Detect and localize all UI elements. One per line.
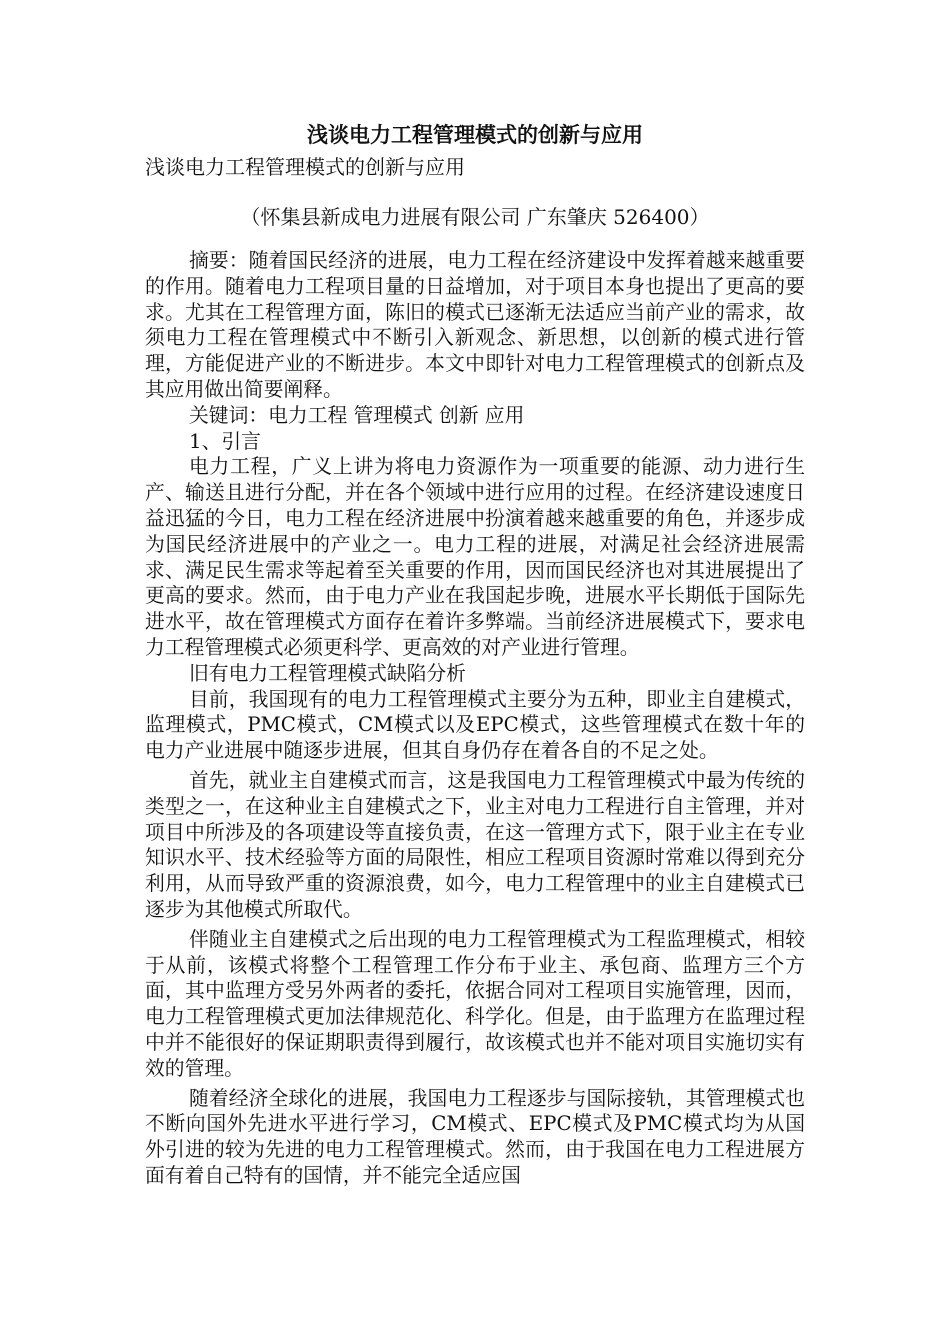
- keywords-line: 关键词：电力工程 管理模式 创新 应用: [189, 403, 525, 427]
- supervision-mode-paragraph: 伴随业主自建模式之后出现的电力工程管理模式为工程监理模式，相较于从前，该模式将整个工程管理工作分布于业主、承包商、监理方三个方面，其中监理方受另外两者的委托，依据合同对工程项目实施管理，因而，电力工程管理模式更加法律规范化、科学化。但是，由于监理方在监理过程中并不能很好的保证期职责得到履行，故该模式也并不能对项目实施切实有效的管理。: [145, 927, 805, 1080]
- document-page: [145, 118, 805, 1189]
- author-affiliation: （怀集县新成电力进展有限公司 广东肇庆 526400）: [240, 205, 710, 229]
- document-title: 浅谈电力工程管理模式的创新与应用: [307, 123, 643, 147]
- document-subtitle: 浅谈电力工程管理模式的创新与应用: [145, 155, 465, 179]
- current-modes-paragraph: 目前，我国现有的电力工程管理模式主要分为五种，即业主自建模式，监理模式，PMC模式，CM模式以及EPC模式，这些管理模式在数十年的电力产业进展中随逐步进展，但其自身仍存在着各自的不足之处。: [145, 687, 805, 763]
- owner-self-build-paragraph: 首先，就业主自建模式而言，这是我国电力工程管理模式中最为传统的类型之一，在这种业主自建模式之下，业主对电力工程进行自主管理，并对项目中所涉及的各项建设等直接负责，在这一管理方式下，限于业主在专业知识水平、技术经验等方面的局限性，相应工程项目资源时常难以得到充分利用，从而导致严重的资源浪费，如今，电力工程管理中的业主自建模式已逐步为其他模式所取代。: [145, 768, 805, 921]
- section-heading-introduction: 1、引言: [189, 429, 261, 453]
- abstract-paragraph: 摘要：随着国民经济的进展，电力工程在经济建设中发挥着越来越重要的作用。随着电力工程项目量的日益增加，对于项目本身也提出了更高的要求。尤其在工程管理方面，陈旧的模式已逐渐无法适应当前产业的需求，故须电力工程在管理模式中不断引入新观念、新思想，以创新的模式进行管理，方能促进产业的不断进步。本文中即针对电力工程管理模式的创新点及其应用做出简要阐释。: [145, 249, 805, 401]
- globalization-paragraph: 随着经济全球化的进展，我国电力工程逐步与国际接轨，其管理模式也不断向国外先进水平进行学习，CM模式、EPC模式及PMC模式均为从国外引进的较为先进的电力工程管理模式。然而，由于我国在电力工程进展方面有着自己特有的国情，并不能完全适应国: [145, 1086, 805, 1187]
- section-heading-deficiency-analysis: 旧有电力工程管理模式缺陷分析: [189, 661, 466, 685]
- introduction-paragraph: 电力工程，广义上讲为将电力资源作为一项重要的能源、动力进行生产、输送且进行分配，并在各个领域中进行应用的过程。在经济建设速度日益迅猛的今日，电力工程在经济进展中扮演着越来越重要的角色，并逐步成为国民经济进展中的产业之一。电力工程的进展，对满足社会经济进展需求、满足民生需求等起着至关重要的作用，因而国民经济也对其进展提出了更高的要求。然而，由于电力产业在我国起步晚，进展水平长期低于国际先进水平，故在管理模式方面存在着许多弊端。当前经济进展模式下，要求电力工程管理模式必须更科学、更高效的对产业进行管理。: [145, 455, 805, 659]
